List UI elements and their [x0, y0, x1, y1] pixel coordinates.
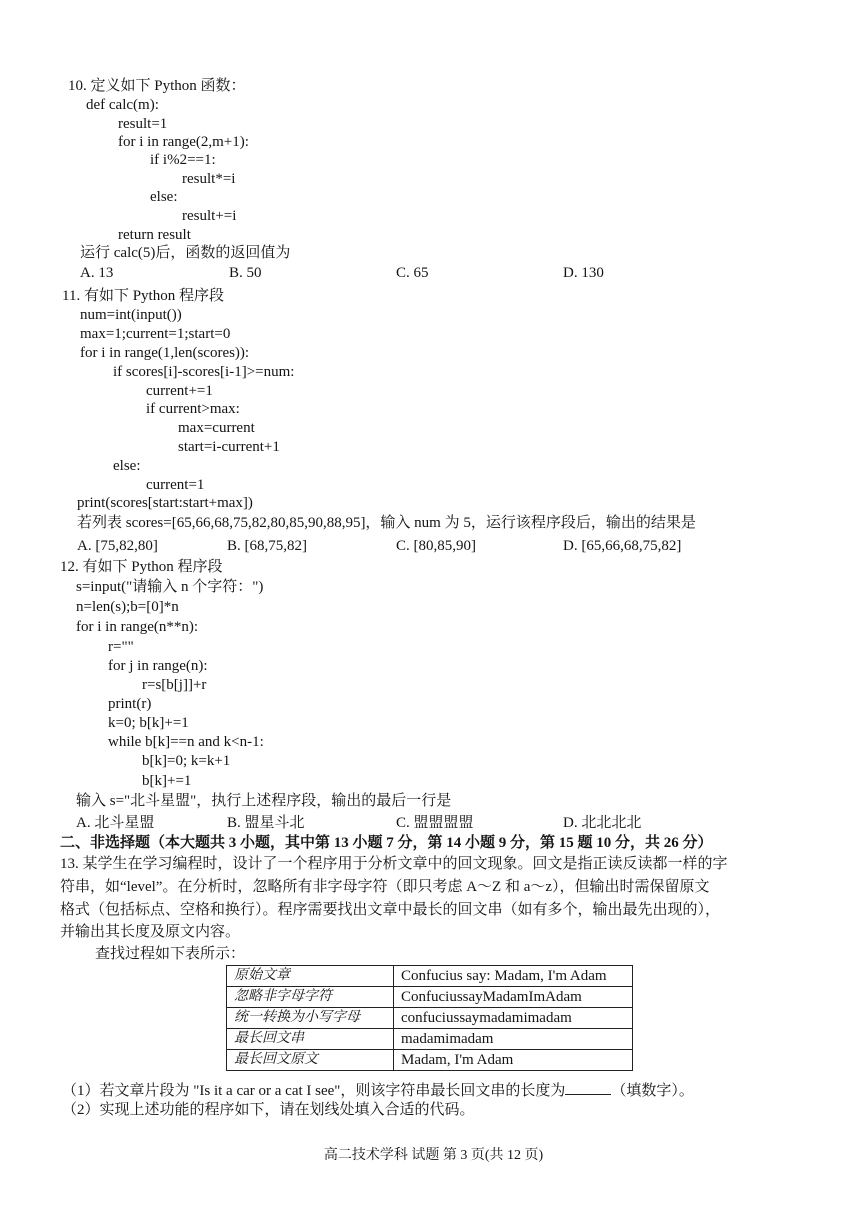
q12-code-line: r=s[b[j]]+r — [142, 677, 207, 693]
table-value: confuciussaymadamimadam — [394, 1008, 633, 1029]
q12-option-a: A. 北斗星盟 — [76, 815, 155, 831]
table-label: 忽略非字母字符 — [227, 987, 394, 1008]
q10-code-line: for i in range(2,m+1): — [118, 134, 249, 150]
q10-option-a: A. 13 — [80, 265, 114, 281]
q10-code-line: else: — [150, 189, 178, 205]
q11-code-line: for i in range(1,len(scores)): — [80, 345, 250, 361]
q13-sub1-text: （1）若文章片段为 "Is it a car or a cat I see"，则该字符串最长回文串的长度为 — [62, 1083, 566, 1099]
q12-option-d: D. 北北北北 — [563, 815, 642, 831]
answer-blank[interactable] — [565, 1080, 611, 1095]
q13-table-intro: 查找过程如下表所示： — [95, 946, 246, 962]
q11-code-line: if current>max: — [146, 401, 240, 417]
table-label: 最长回文串 — [227, 1029, 394, 1050]
q11-option-c: C. [80,85,90] — [396, 538, 476, 554]
table-row — [227, 1029, 633, 1050]
q10-code-line: result=1 — [118, 116, 168, 132]
table-value: ConfuciussayMadamImAdam — [394, 987, 633, 1008]
q12-code-line: b[k]=0; k=k+1 — [142, 753, 231, 769]
q12-code-line: for j in range(n): — [108, 658, 208, 674]
table-row — [227, 1050, 633, 1071]
q13-paragraph-line: 并输出其长度及原文内容。 — [60, 924, 241, 940]
q10-option-b: B. 50 — [229, 265, 262, 281]
table-label: 原始文章 — [227, 966, 394, 987]
q12-code-line: print(r) — [108, 696, 152, 712]
q11-option-a: A. [75,82,80] — [77, 538, 158, 554]
q10-option-d: D. 130 — [563, 265, 604, 281]
q11-question: 若列表 scores=[65,66,68,75,82,80,85,90,88,95]，输入 num 为 5，运行该程序段后，输出的结果是 — [77, 515, 696, 531]
q11-code-line: current=1 — [146, 477, 205, 493]
table-value: Confucius say: Madam, I'm Adam — [394, 966, 633, 987]
q11-code-line: start=i-current+1 — [178, 439, 280, 455]
q12-option-c: C. 盟盟盟盟 — [396, 815, 474, 831]
section-heading: 二、非选择题（本大题共 3 小题，其中第 13 小题 7 分，第 14 小题 9 分，第 15 题 10 分，共 26 分） — [60, 835, 713, 851]
q11-code-line: max=current — [178, 420, 255, 436]
q13-paragraph-line: 符串，如“level”。在分析时，忽略所有非字母字符（即只考虑 A～Z 和 a～z），但输出时需保留原文 — [60, 879, 710, 895]
q10-stem: 10. 定义如下 Python 函数： — [68, 78, 246, 94]
q11-stem: 11. 有如下 Python 程序段 — [62, 288, 224, 304]
q10-code-line: result*=i — [182, 171, 236, 187]
q12-code-line: k=0; b[k]+=1 — [108, 715, 189, 731]
q12-option-b: B. 盟星斗北 — [227, 815, 305, 831]
q11-code-line: current+=1 — [146, 383, 213, 399]
q13-sub1 — [62, 1080, 694, 1101]
q10-question: 运行 calc(5)后，函数的返回值为 — [80, 245, 291, 261]
q12-code-line: b[k]+=1 — [142, 773, 192, 789]
q12-code-line: r="" — [108, 639, 134, 655]
q11-option-b: B. [68,75,82] — [227, 538, 307, 554]
table-row — [227, 966, 633, 987]
q11-code-line: if scores[i]-scores[i-1]>=num: — [113, 364, 295, 380]
trace-table — [226, 965, 633, 1071]
q12-code-line: while b[k]==n and k<n-1: — [108, 734, 264, 750]
table-row — [227, 1008, 633, 1029]
q12-code-line: for i in range(n**n): — [76, 619, 199, 635]
q11-code-line: print(scores[start:start+max]) — [77, 495, 253, 511]
q10-code-line: if i%2==1: — [150, 152, 216, 168]
q10-code-line: def calc(m): — [86, 97, 159, 113]
q12-question: 输入 s="北斗星盟"，执行上述程序段，输出的最后一行是 — [76, 793, 452, 809]
table-label: 统一转换为小写字母 — [227, 1008, 394, 1029]
table-label: 最长回文原文 — [227, 1050, 394, 1071]
q11-option-d: D. [65,66,68,75,82] — [563, 538, 682, 554]
q13-paragraph-line: 格式（包括标点、空格和换行）。程序需要找出文章中最长的回文串（如有多个，输出最先出现的）， — [60, 902, 721, 918]
q12-code-line: n=len(s);b=[0]*n — [76, 599, 179, 615]
table-value: madamimadam — [394, 1029, 633, 1050]
q11-code-line: num=int(input()) — [80, 307, 182, 323]
q10-option-c: C. 65 — [396, 265, 429, 281]
q13-sub2: （2）实现上述功能的程序如下，请在划线处填入合适的代码。 — [62, 1102, 475, 1118]
q13-sub1-tail: （填数字）。 — [611, 1083, 694, 1099]
q12-code-line: s=input("请输入 n 个字符：") — [76, 579, 264, 595]
table-value: Madam, I'm Adam — [394, 1050, 633, 1071]
page-footer: 高二技术学科 试题 第 3 页(共 12 页) — [323, 1148, 544, 1163]
q12-stem: 12. 有如下 Python 程序段 — [60, 559, 223, 575]
q11-code-line: else: — [113, 458, 141, 474]
q10-code-line: return result — [118, 227, 191, 243]
q11-code-line: max=1;current=1;start=0 — [80, 326, 231, 342]
table-row — [227, 987, 633, 1008]
q13-paragraph-line: 13. 某学生在学习编程时，设计了一个程序用于分析文章中的回文现象。回文是指正读反读都一样的字 — [60, 856, 728, 872]
q10-code-line: result+=i — [182, 208, 237, 224]
